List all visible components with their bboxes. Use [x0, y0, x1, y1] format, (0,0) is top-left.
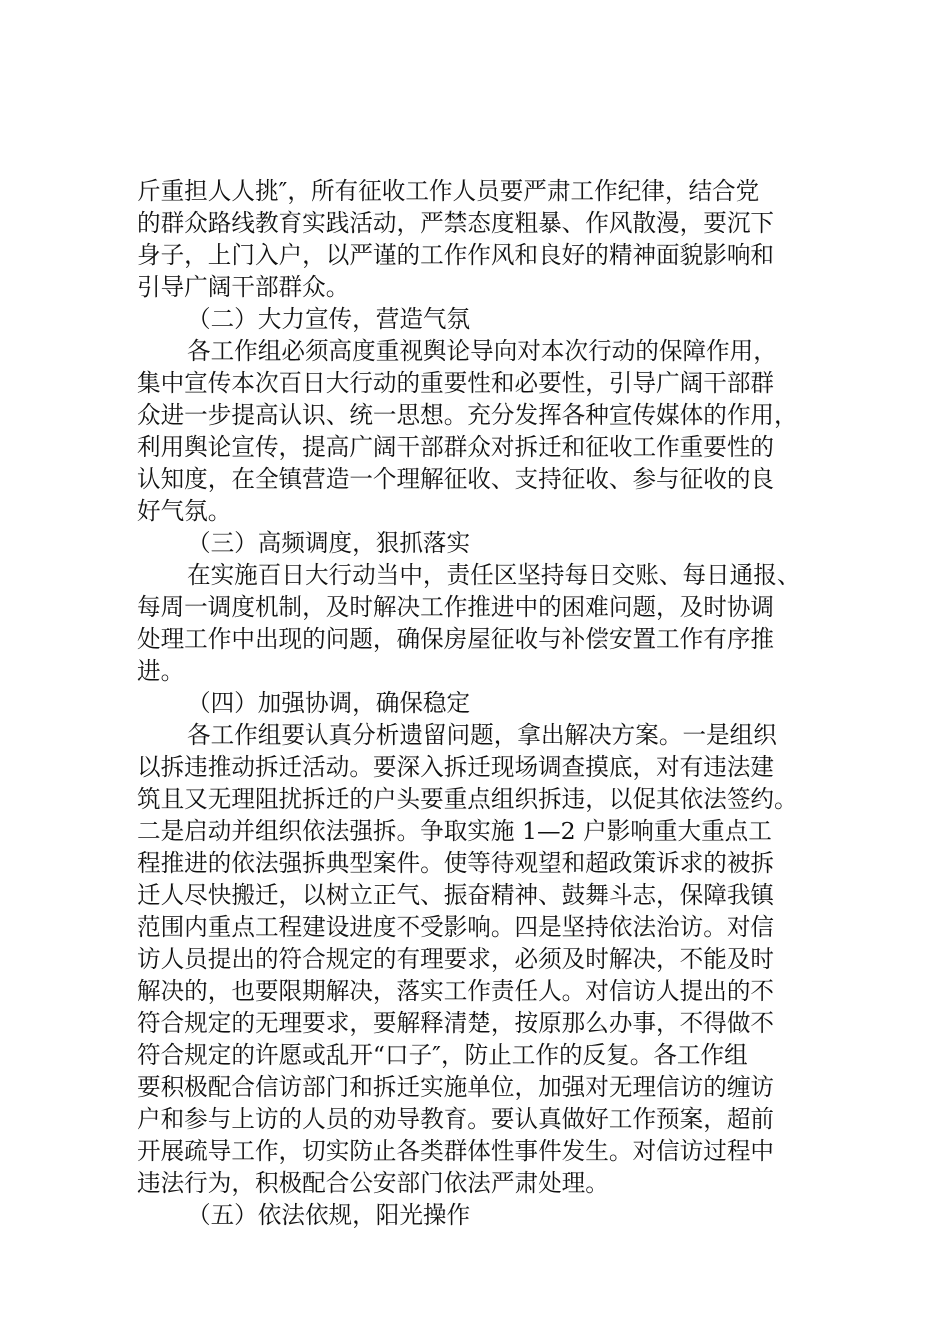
paragraph-line: 各工作组要认真分析遗留问题，拿出解决方案。一是组织 — [187, 721, 777, 749]
paragraph-line: 开展疏导工作，切实防止各类群体性事件发生。对信访过程中 — [137, 1137, 775, 1165]
paragraph-line: 违法行为，积极配合公安部门依法严肃处理。 — [137, 1169, 609, 1197]
paragraph-line: 众进一步提高认识、统一思想。充分发挥各种宣传媒体的作用， — [137, 401, 798, 429]
paragraph-line: 引导广阔干部群众。 — [137, 273, 350, 301]
paragraph-line: 范围内重点工程建设进度不受影响。四是坚持依法治访。对信 — [137, 913, 775, 941]
paragraph-line: 要积极配合信访部门和拆迁实施单位，加强对无理信访的缠访 — [137, 1073, 775, 1101]
paragraph-line: 户和参与上访的人员的劝导教育。要认真做好工作预案，超前 — [137, 1105, 775, 1133]
section-heading-2: （二）大力宣传，营造气氛 — [187, 305, 471, 333]
section-heading-5: （五）依法依规，阳光操作 — [187, 1201, 471, 1229]
section-heading-3: （三）高频调度，狠抓落实 — [187, 529, 471, 557]
paragraph-line: 迁人尽快搬迁，以树立正气、振奋精神、鼓舞斗志，保障我镇 — [137, 881, 775, 909]
paragraph-line: 符合规定的许愿或乱开“口子″，防止工作的反复。各工作组 — [137, 1041, 748, 1069]
paragraph-line: 身子，上门入户，以严谨的工作作风和良好的精神面貌影响和 — [137, 241, 775, 269]
paragraph-line: 程推进的依法强拆典型案件。使等待观望和超政策诉求的被拆 — [137, 849, 775, 877]
paragraph-line: 符合规定的无理要求，要解释清楚，按原那么办事，不得做不 — [137, 1009, 775, 1037]
paragraph-line: 利用舆论宣传，提高广阔干部群众对拆迁和征收工作重要性的 — [137, 433, 775, 461]
paragraph-line: 认知度，在全镇营造一个理解征收、支持征收、参与征收的良 — [137, 465, 775, 493]
paragraph-line: 每周一调度机制，及时解决工作推进中的困难问题，及时协调 — [137, 593, 775, 621]
paragraph-line: 进。 — [137, 657, 185, 685]
paragraph-line: 的群众路线教育实践活动，严禁态度粗暴、作风散漫，要沉下 — [137, 209, 775, 237]
paragraph-line: 解决的，也要限期解决，落实工作责任人。对信访人提出的不 — [137, 977, 775, 1005]
paragraph-line: 访人员提出的符合规定的有理要求，必须及时解决，不能及时 — [137, 945, 775, 973]
paragraph-line: 二是启动并组织依法强拆。争取实施 1—2 户影响重大重点工 — [137, 817, 772, 845]
paragraph-line: 好气氛。 — [137, 497, 232, 525]
section-heading-4: （四）加强协调，确保稳定 — [187, 689, 471, 717]
paragraph-line: 在实施百日大行动当中，责任区坚持每日交账、每日通报、 — [187, 561, 801, 589]
paragraph-line: 以拆违推动拆迁活动。要深入拆迁现场调查摸底，对有违法建 — [137, 753, 775, 781]
paragraph-line: 处理工作中出现的问题，确保房屋征收与补偿安置工作有序推 — [137, 625, 775, 653]
paragraph-line: 集中宣传本次百日大行动的重要性和必要性，引导广阔干部群 — [137, 369, 775, 397]
paragraph-line: 斤重担人人挑″，所有征收工作人员要严肃工作纪律，结合党 — [137, 177, 760, 205]
paragraph-line: 各工作组必须高度重视舆论导向对本次行动的保障作用， — [187, 337, 777, 365]
paragraph-line: 筑且又无理阻扰拆迁的户头要重点组织拆违，以促其依法签约。 — [137, 785, 798, 813]
